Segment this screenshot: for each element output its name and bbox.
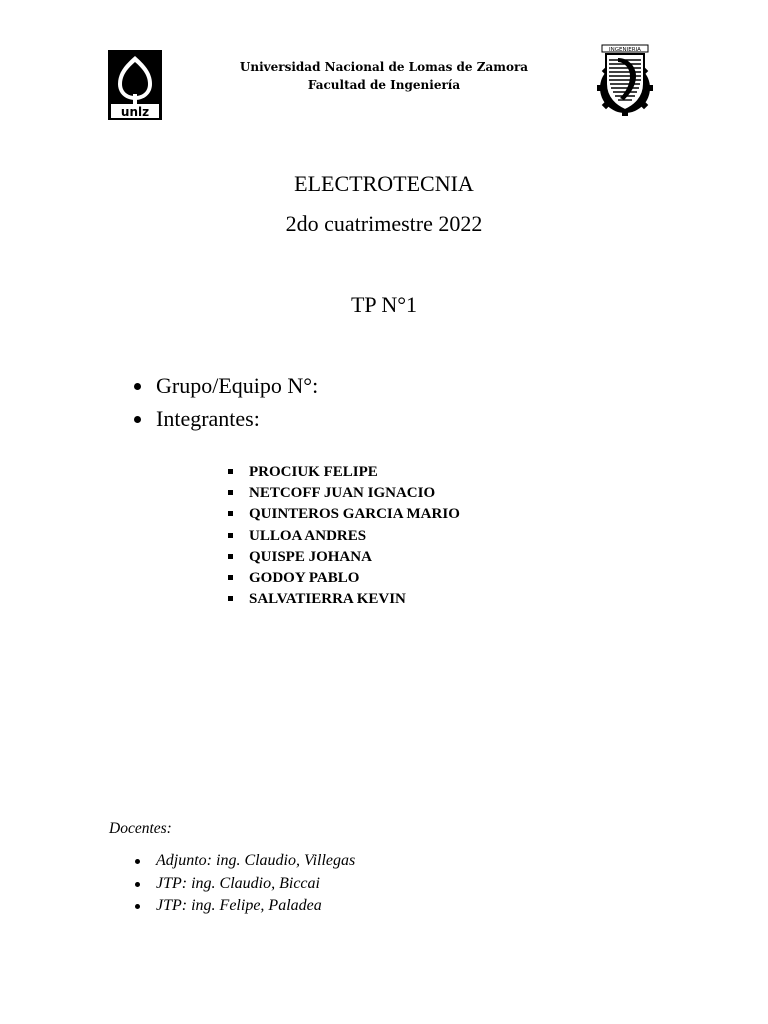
members-list (227, 463, 460, 611)
logo-right-text: INGENIERIA (609, 47, 641, 53)
course-title: ELECTROTECNIA (294, 171, 474, 196)
logo-left-text: unlz (120, 105, 150, 119)
square-bullet-icon (228, 469, 233, 474)
member-item (227, 590, 460, 611)
member-item (227, 505, 460, 526)
docentes-heading: Docentes: (109, 820, 172, 837)
member-item (227, 463, 460, 484)
docente-name: Adjunto: ing. Claudio, Villegas (156, 852, 356, 869)
group-number-label: Grupo/Equipo N°: (156, 373, 319, 398)
bullet-icon (135, 859, 140, 864)
docente-item (134, 851, 355, 874)
university-name: Universidad Nacional de Lomas de Zamora (239, 60, 529, 74)
bullet-icon (134, 416, 141, 423)
member-name: GODOY PABLO (249, 569, 360, 586)
square-bullet-icon (228, 554, 233, 559)
member-item (227, 484, 460, 505)
assignment-title: TP N°1 (350, 292, 418, 317)
list-item (132, 372, 318, 405)
member-name: PROCIUK FELIPE (249, 464, 378, 480)
docente-name: JTP: ing. Claudio, Biccai (156, 874, 320, 892)
member-item (227, 527, 460, 548)
member-name: ULLOA ANDRES (249, 527, 367, 544)
faculty-name: Facultad de Ingeniería (307, 78, 461, 92)
bullet-icon (134, 383, 141, 390)
unlz-logo (108, 50, 162, 120)
docentes-list (134, 851, 355, 919)
member-name: QUISPE JOHANA (249, 548, 372, 565)
square-bullet-icon (228, 533, 233, 538)
member-item (227, 548, 460, 569)
docente-name: JTP: ing. Felipe, Paladea (156, 897, 322, 914)
square-bullet-icon (228, 490, 233, 495)
info-list (132, 372, 318, 438)
square-bullet-icon (228, 596, 233, 601)
bullet-icon (135, 904, 140, 909)
square-bullet-icon (228, 575, 233, 580)
course-term: 2do cuatrimestre 2022 (285, 211, 483, 236)
square-bullet-icon (228, 511, 233, 516)
engineering-crest-logo (594, 44, 656, 116)
list-item (132, 405, 318, 438)
member-name: NETCOFF JUAN IGNACIO (249, 485, 436, 502)
members-label: Integrantes: (156, 406, 260, 431)
member-name: QUINTEROS GARCIA MARIO (249, 506, 460, 523)
docente-item (134, 874, 355, 897)
docente-item (134, 896, 355, 919)
bullet-icon (135, 882, 140, 887)
member-item (227, 569, 460, 590)
member-name: SALVATIERRA KEVIN (249, 591, 406, 608)
